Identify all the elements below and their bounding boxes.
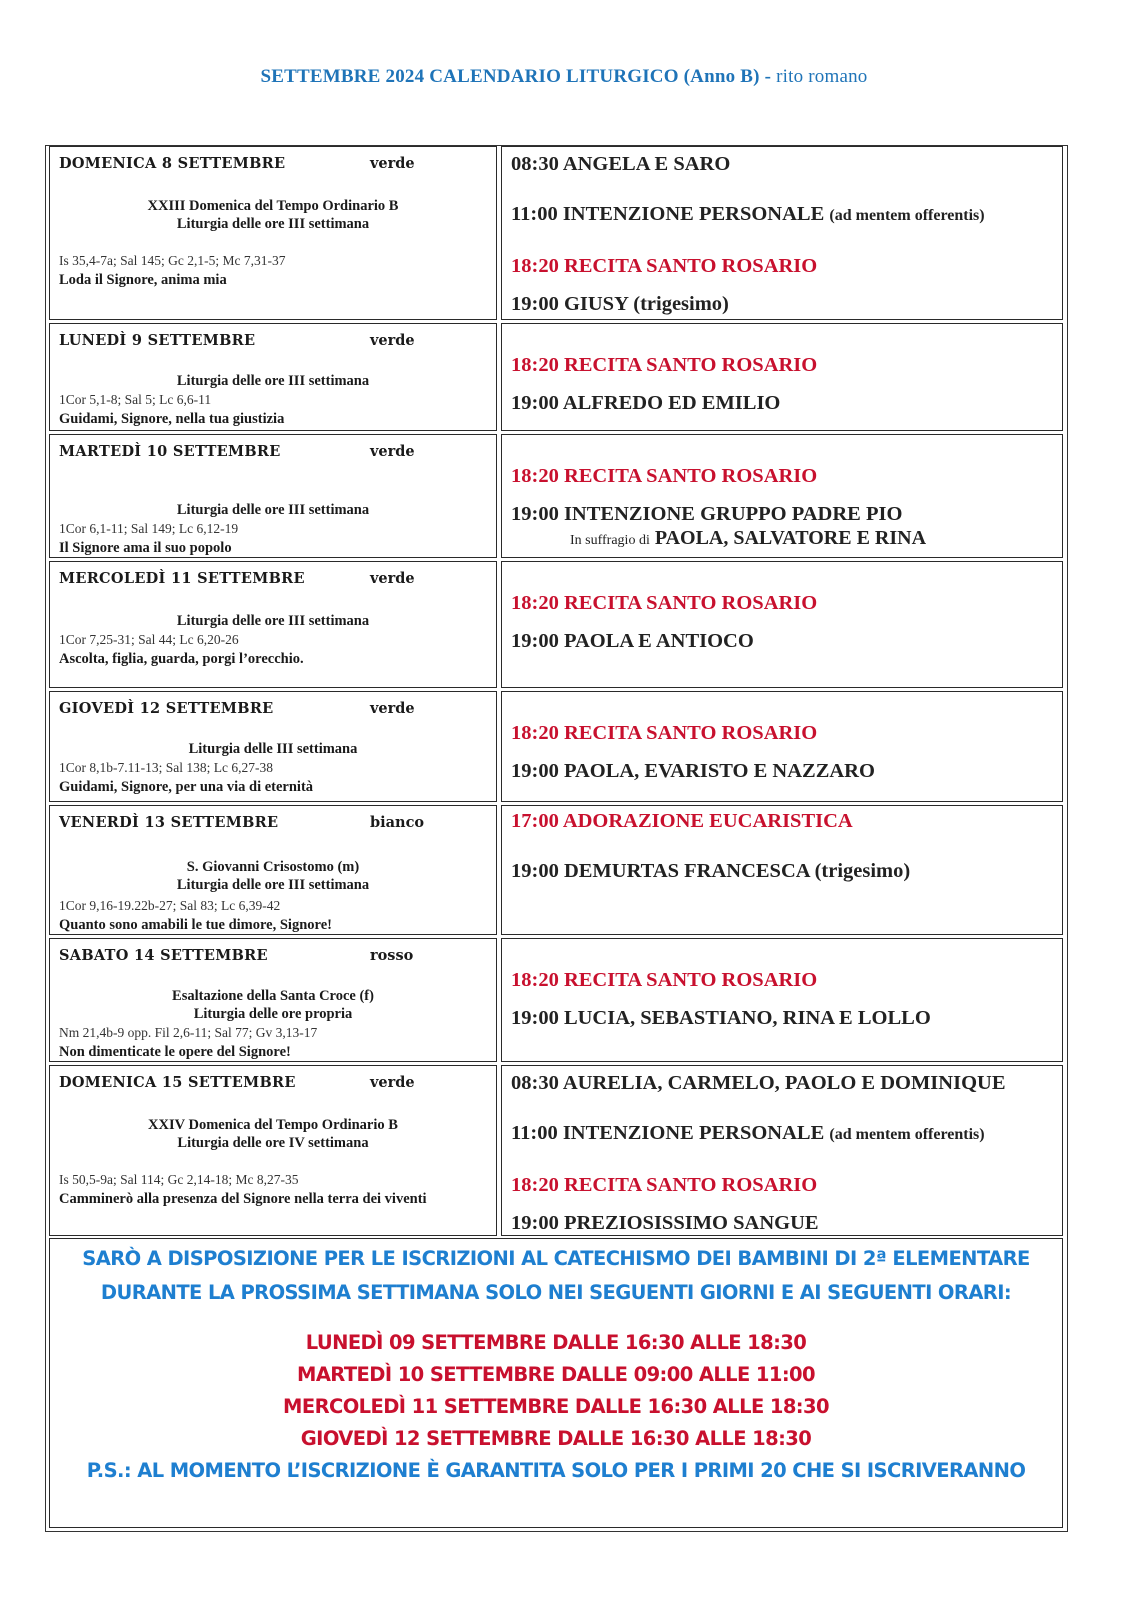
event-text: 19:00 PREZIOSISSIMO SANGUE [511,1212,819,1234]
prayer-event [511,1174,817,1197]
event-text: 17:00 ADORAZIONE EUCARISTICA [511,810,853,832]
event-text: 08:30 AURELIA, CARMELO, PAOLO E DOMINIQUE [511,1072,1006,1094]
scripture-readings: 1Cor 5,1-8; Sal 5; Lc 6,6-11 [59,392,212,407]
notice-schedule-item: LUNEDÌ 09 SETTEMBRE DALLE 16:30 ALLE 18:30 [305,1331,807,1354]
day-info-cell [49,561,497,688]
day-heading: MARTEDÌ 10 SETTEMBRE [59,443,281,460]
liturgy-line: Liturgia delle ore III settimana [176,502,370,518]
mass-schedule-cell [501,323,1063,431]
event-text: 19:00 PAOLA E ANTIOCO [511,630,754,652]
mass-schedule-cell [501,691,1063,802]
liturgical-color: rosso [370,947,414,964]
liturgical-color: verde [370,155,415,172]
event-text: 18:20 RECITA SANTO ROSARIO [511,722,818,744]
psalm-refrain: Il Signore ama il suo popolo [59,540,232,556]
event-text: 11:00 INTENZIONE PERSONALE [511,1122,825,1144]
event-note: (ad mentem offerentis) [829,1126,985,1143]
prayer-event [511,722,817,745]
liturgy-line: XXIII Domenica del Tempo Ordinario B [147,198,399,214]
scripture-readings: Is 50,5-9a; Sal 114; Gc 2,14-18; Mc 8,27-35 [59,1172,299,1187]
day-info-cell [49,323,497,431]
day-heading: GIOVEDÌ 12 SETTEMBRE [59,700,274,717]
notice-intro-line-2: DURANTE LA PROSSIMA SETTIMANA SOLO NEI SEGUENTI GIORNI E AI SEGUENTI ORARI: [100,1281,1012,1304]
psalm-refrain: Guidami, Signore, nella tua giustizia [59,411,285,427]
psalm-refrain: Non dimenticate le opere del Signore! [59,1044,291,1060]
day-heading: SABATO 14 SETTEMBRE [59,947,268,964]
event-note: (ad mentem offerentis) [829,207,985,224]
event-text: 18:20 RECITA SANTO ROSARIO [511,969,818,991]
suffrage-note [570,527,926,550]
page-title-main: SETTEMBRE 2024 CALENDARIO LITURGICO (Anno B) - [260,66,772,87]
psalm-refrain: Guidami, Signore, per una via di eternità [59,779,314,795]
psalm-refrain: Ascolta, figlia, guarda, porgi l’orecchio. [59,651,304,667]
event-text: 19:00 LUCIA, SEBASTIANO, RINA E LOLLO [511,1007,931,1029]
liturgy-line: S. Giovanni Crisostomo (m) [186,859,360,875]
liturgy-line: Liturgia delle ore III settimana [176,216,370,232]
liturgy-line: Liturgia delle ore IV settimana [177,1135,369,1151]
psalm-refrain: Quanto sono amabili le tue dimore, Signore! [59,917,332,933]
event-text: 11:00 INTENZIONE PERSONALE [511,203,825,225]
day-info-cell [49,1065,497,1236]
event-text: 18:20 RECITA SANTO ROSARIO [511,592,818,614]
prayer-event [511,465,817,488]
prayer-event [511,255,817,278]
liturgical-color: verde [370,443,415,460]
psalm-refrain: Loda il Signore, anima mia [59,272,227,288]
mass-schedule-cell [501,805,1063,935]
day-heading: LUNEDÌ 9 SETTEMBRE [59,332,256,349]
event-text: 18:20 RECITA SANTO ROSARIO [511,465,818,487]
prayer-event [511,969,817,992]
notice-intro-line-1: SARÒ A DISPOSIZIONE PER LE ISCRIZIONI AL CATECHISMO DEI BAMBINI DI 2ª ELEMENTARE [82,1247,1030,1270]
mass-schedule-cell [501,434,1063,558]
catechism-notice [49,1238,1063,1528]
mass-intention [511,760,875,783]
notice-ps: P.S.: AL MOMENTO L’ISCRIZIONE È GARANTITA SOLO PER I PRIMI 20 CHE SI ISCRIVERANNO [86,1459,1026,1482]
day-info-cell [49,146,497,320]
mass-intention [511,1072,1006,1095]
day-heading: DOMENICA 8 SETTEMBRE [59,155,286,172]
notice-schedule-item: MERCOLEDÌ 11 SETTEMBRE DALLE 16:30 ALLE 18:30 [283,1395,829,1418]
day-heading: VENERDÌ 13 SETTEMBRE [59,814,279,831]
day-info-cell [49,434,497,558]
scripture-readings: 1Cor 7,25-31; Sal 44; Lc 6,20-26 [59,632,239,647]
liturgical-color: verde [370,332,415,349]
day-info-cell [49,938,497,1062]
scripture-readings: Nm 21,4b-9 opp. Fil 2,6-11; Sal 77; Gv 3,13-17 [59,1025,318,1040]
event-text: 19:00 INTENZIONE GRUPPO PADRE PIO [511,503,903,525]
scripture-readings: 1Cor 9,16-19.22b-27; Sal 83; Lc 6,39-42 [59,898,281,913]
prayer-event [511,810,853,833]
mass-schedule-cell [501,146,1063,320]
page-title [0,66,1128,88]
prayer-event [511,354,817,377]
event-text: 19:00 GIUSY (trigesimo) [511,293,729,315]
liturgy-line: Liturgia delle ore III settimana [176,373,370,389]
day-heading: DOMENICA 15 SETTEMBRE [59,1074,296,1091]
liturgy-line: XXIV Domenica del Tempo Ordinario B [148,1117,398,1133]
suffrage-names: PAOLA, SALVATORE E RINA [654,527,927,549]
scripture-readings: 1Cor 6,1-11; Sal 149; Lc 6,12-19 [59,521,239,536]
liturgy-line: Liturgia delle ore III settimana [176,877,370,893]
event-text: 18:20 RECITA SANTO ROSARIO [511,354,818,376]
liturgy-line: Esaltazione della Santa Croce (f) [172,988,374,1004]
event-text: 18:20 RECITA SANTO ROSARIO [511,255,818,277]
day-info-cell [49,805,497,935]
notice-schedule-item: GIOVEDÌ 12 SETTEMBRE DALLE 16:30 ALLE 18:30 [300,1427,812,1450]
event-text: 08:30 ANGELA E SARO [511,153,731,175]
mass-intention [511,860,910,883]
day-info-cell [49,691,497,802]
liturgical-color: bianco [370,814,425,831]
mass-intention [511,1007,931,1030]
psalm-refrain: Camminerò alla presenza del Signore nella terra dei viventi [59,1191,427,1207]
event-text: 19:00 DEMURTAS FRANCESCA (trigesimo) [511,860,911,882]
liturgical-color: verde [370,700,415,717]
event-text: 18:20 RECITA SANTO ROSARIO [511,1174,818,1196]
liturgy-line: Liturgia delle ore propria [193,1006,353,1022]
day-heading: MERCOLEDÌ 11 SETTEMBRE [59,570,305,587]
page-title-rite: rito romano [776,66,868,87]
event-text: 19:00 PAOLA, EVARISTO E NAZZARO [511,760,875,782]
scripture-readings: 1Cor 8,1b-7.11-13; Sal 138; Lc 6,27-38 [59,760,273,775]
mass-intention [511,630,754,653]
mass-intention [511,392,780,415]
mass-intention [511,503,902,526]
mass-intention [511,293,729,316]
scripture-readings: Is 35,4-7a; Sal 145; Gc 2,1-5; Mc 7,31-37 [59,253,286,268]
mass-intention [511,153,730,176]
mass-schedule-cell [501,938,1063,1062]
mass-schedule-cell [501,561,1063,688]
mass-intention [511,1122,985,1145]
liturgy-line: Liturgia delle ore III settimana [176,613,370,629]
mass-intention [511,203,985,226]
event-text: 19:00 ALFREDO ED EMILIO [511,392,781,414]
liturgy-line: Liturgia delle III settimana [188,741,358,757]
suffrage-prefix: In suffragio di [570,533,650,548]
notice-schedule-item: MARTEDÌ 10 SETTEMBRE DALLE 09:00 ALLE 11:00 [297,1363,815,1386]
liturgical-color: verde [370,570,415,587]
prayer-event [511,592,817,615]
mass-intention [511,1212,819,1235]
liturgical-color: verde [370,1074,415,1091]
mass-schedule-cell [501,1065,1063,1236]
